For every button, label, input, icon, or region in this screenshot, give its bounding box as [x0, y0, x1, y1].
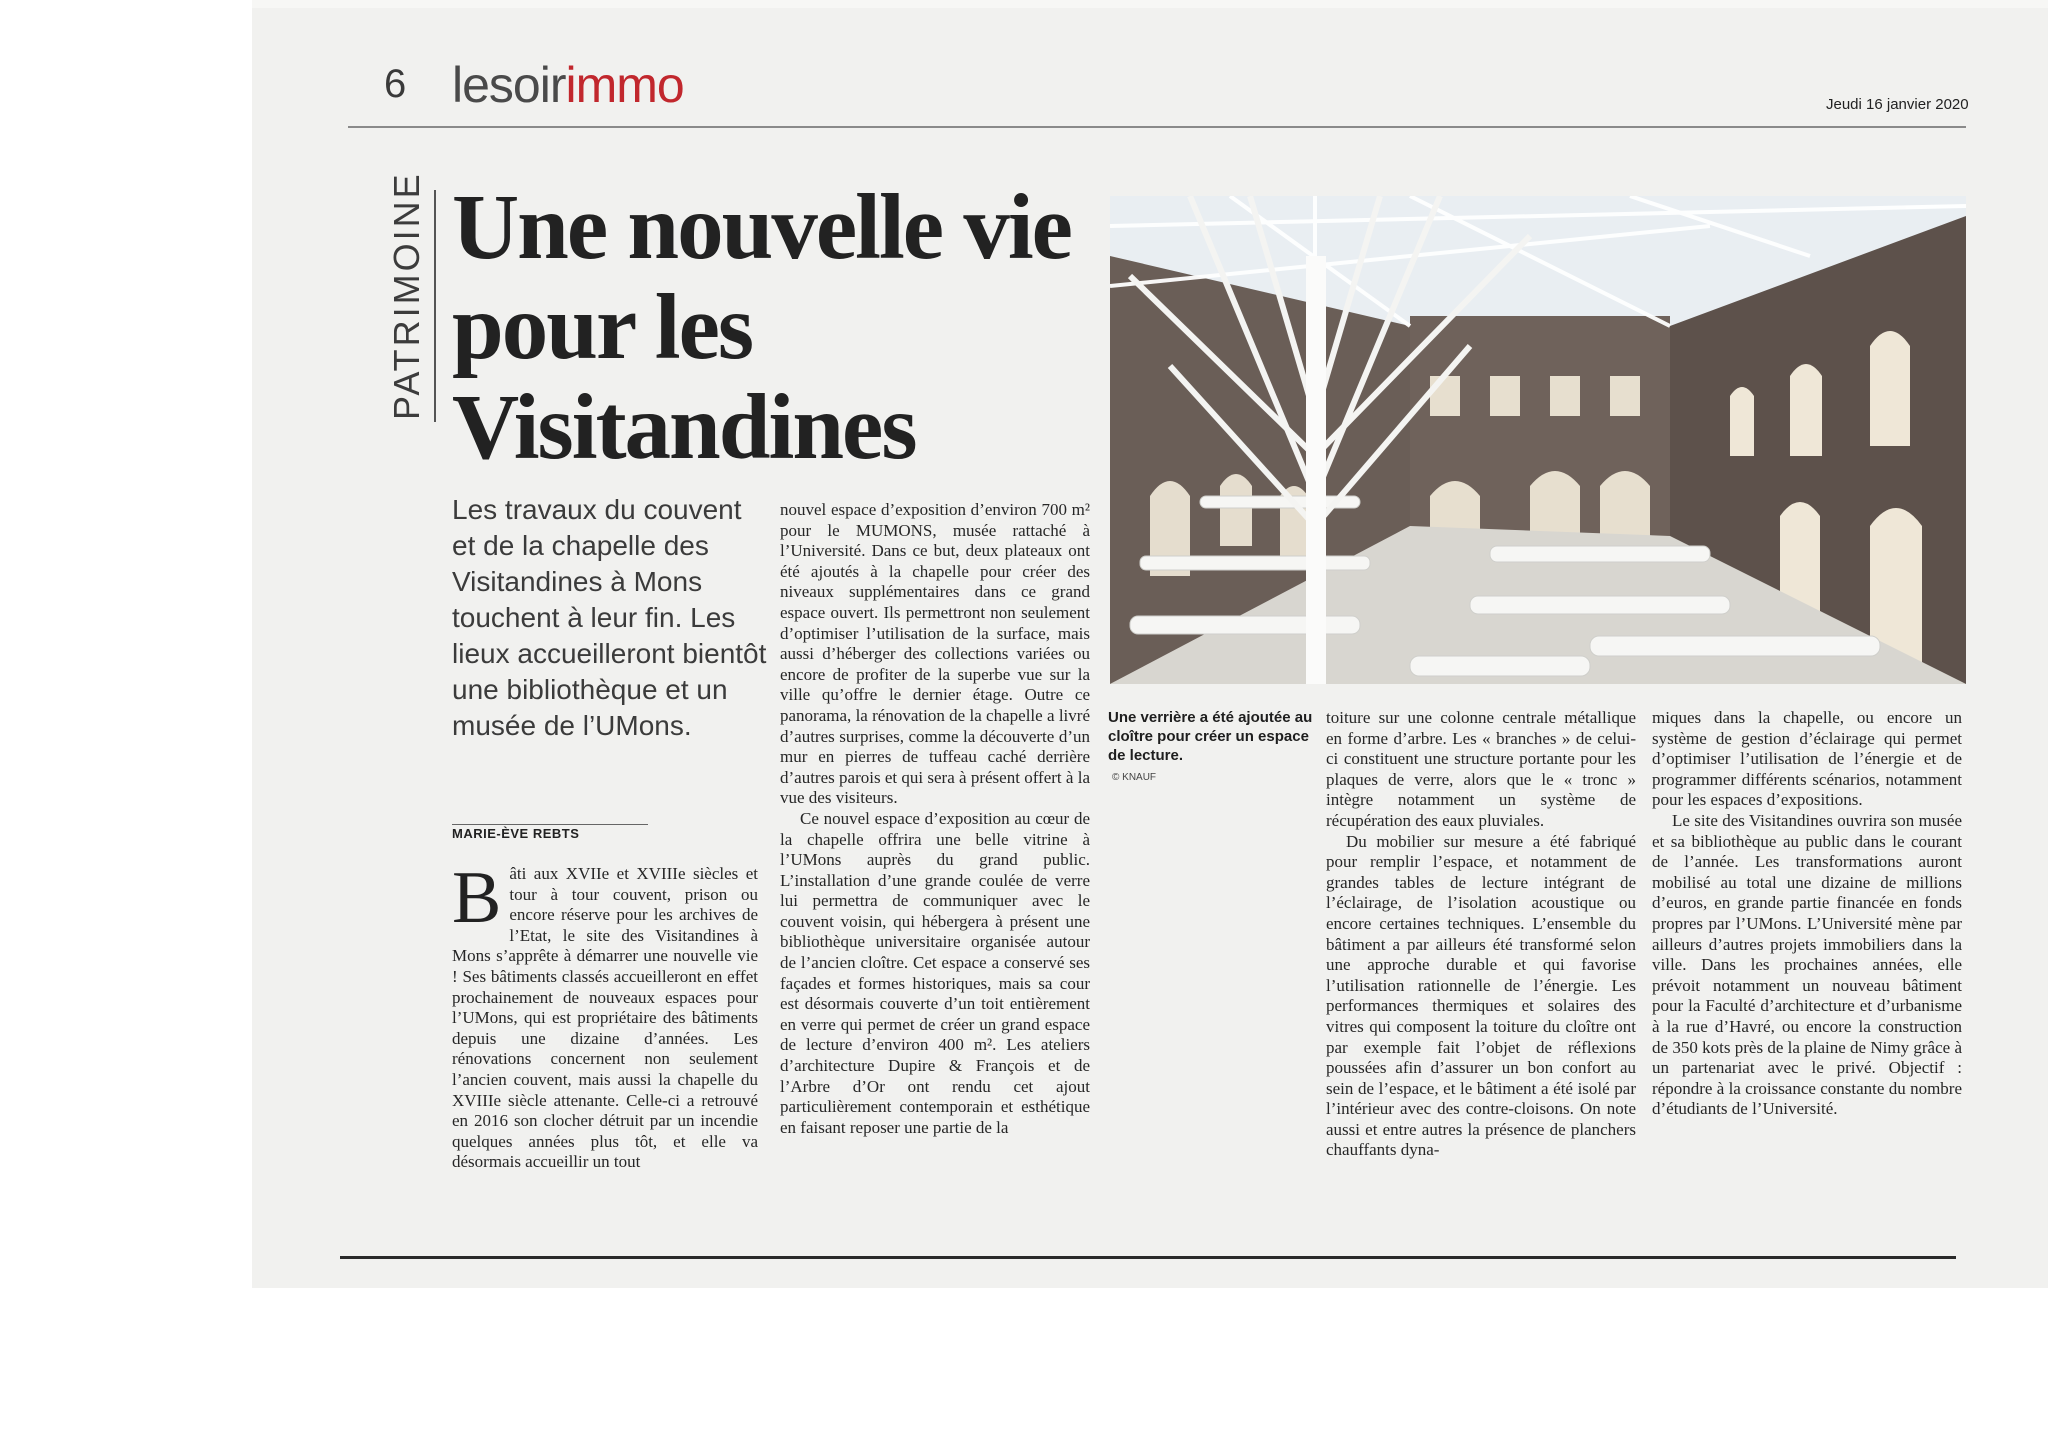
header-rule — [348, 126, 1966, 128]
section-divider — [434, 190, 436, 422]
headline: Une nouvelle vie pour les Visitandines — [452, 176, 1071, 479]
photo-credit: © KNAUF — [1112, 772, 1157, 783]
byline-rule — [452, 824, 648, 825]
cloister-illustration — [1110, 196, 1966, 684]
section-label: PATRIMOINE — [386, 171, 427, 420]
brand-part-lesoir: lesoir — [452, 57, 566, 113]
cloister-photo — [1110, 196, 1966, 684]
paragraph: nouvel espace d’exposition d’environ 700 m² pour le MUMONS, musée rattaché à l’Université. Dans ce but, deux plateaux ont été ajoutés à la chapelle pour créer des niveaux supplémentaires dans ce grand espace ouvert. Ils permettront non seulement d’optimiser l’utilisation de la surface, mais aussi d’héberger des collections variées ou encore de profiter de la superbe vue sur la ville qu’offre le dernier étage. Outre ce panorama, la rénovation de la chapelle a livré d’autres surprises, comme la découverte d’un mur en pierres de tuffeau caché derrière d’autres parois et qui sera à présent offert à la vue des visiteurs. — [780, 500, 1090, 808]
article-column-4 — [1652, 708, 1962, 1120]
page-number: 6 — [384, 62, 407, 106]
paragraph-text: âti aux XVIIe et XVIIIe siècles et tour à tour couvent, prison ou encore réserve pour les archives de l’Etat, le site des Visitandines à Mons s’apprête à démarrer une nouvelle vie ! Ses bâtiments classés accueilleront en effet prochainement de nouveaux espaces pour l’UMons, qui est propriétaire des bâtiments depuis une dizaine d’années. Les rénovations concernent non seulement l’ancien couvent, mais aussi la chapelle du XVIIIe siècle attenante. Celle-ci a retrouvé en 2016 son clocher détruit par un incendie quelques années plus tôt, et elle va désormais accueillir un tout — [452, 864, 758, 1172]
dropcap: B — [452, 857, 502, 939]
brand-logo — [452, 56, 684, 114]
brand-part-immo: immo — [565, 57, 684, 113]
paragraph: miques dans la chapelle, ou encore un système de gestion d’éclairage qui permet d’optimiser l’utilisation de l’énergie et de programmer différents scénarios, notamment pour les espaces d’expositions. — [1652, 708, 1962, 810]
paragraph: Le site des Visitandines ouvrira son musée et sa bibliothèque au public dans le courant de l’année. Les transformations auront mobilisé au total une dizaine de millions d’euros, en grande partie financée en fonds propres par l’UMons. L’Université mène par ailleurs d’autres projets immobiliers dans la ville. Dans les prochaines années, elle prévoit notamment un nouveau bâtiment pour la Faculté d’architecture et d’urbanisme à la rue d’Havré, ou encore la construction de 350 kots près de la plaine de Nimy grâce à un partenariat avec le privé. Objectif : répondre à la croissance constante du nombre d’étudiants de l’Université. — [1652, 810, 1962, 1119]
byline: MARIE-ÈVE REBTS — [452, 826, 580, 841]
paragraph: Du mobilier sur mesure a été fabriqué pour remplir l’espace, et notamment de grandes tables de lecture intégrant de l’éclairage, de l’isolation acoustique ou encore certaines techniques. L’ensemble du bâtiment a par ailleurs été transformé selon une approche durable et qui favorise l’utilisation rationnelle de l’énergie. Les performances thermiques et solaires des vitres qui composent la toiture du cloître ont par exemple fait l’objet de réflexions poussées afin d’assurer un bon confort au sein de l’espace, et le bâtiment a été isolé par l’intérieur avec des contre-cloisons. On note aussi et entre autres la présence de planchers chauffants dyna- — [1326, 831, 1636, 1160]
paragraph: Ce nouvel espace d’exposition au cœur de la chapelle offrira une belle vitrine à l’UMons auprès du grand public. L’installation d’une grande coulée de verre lui permettra de communiquer avec le couvent voisin, qui hébergera à présent une bibliothèque universitaire organisée autour de l’ancien cloître. Cet espace a conservé ses façades et formes historiques, mais sa cour est désormais couverte d’un toit entièrement en verre qui permet de créer un grand espace de lecture d’environ 400 m². Les ateliers d’architecture Dupire & François et de l’Arbre d’Or ont rendu cet ajout particulièrement contemporain et esthétique en faisant reposer une partie de la — [780, 808, 1090, 1137]
article-column-2 — [780, 500, 1090, 1138]
photo-caption: Une verrière a été ajoutée au cloître pour créer un espace de lecture. — [1108, 709, 1313, 764]
standfirst: Les travaux du couvent et de la chapelle des Visitandines à Mons touchent à leur fin. Les lieux accueilleront bientôt une bibliothèque et un musée de l’UMons. — [452, 494, 767, 741]
paragraph: toiture sur une colonne centrale métallique en forme d’arbre. Les « branches » de celui-ci constituent une structure portante pour les plaques de verre, alors que le « tronc » intègre notamment un système de récupération des eaux pluviales. — [1326, 708, 1636, 830]
article-column-3 — [1326, 708, 1636, 1161]
paragraph — [452, 857, 758, 1173]
bottom-rule — [340, 1256, 1956, 1259]
article-column-1 — [452, 857, 758, 1173]
issue-date: Jeudi 16 janvier 2020 — [1826, 96, 1969, 113]
